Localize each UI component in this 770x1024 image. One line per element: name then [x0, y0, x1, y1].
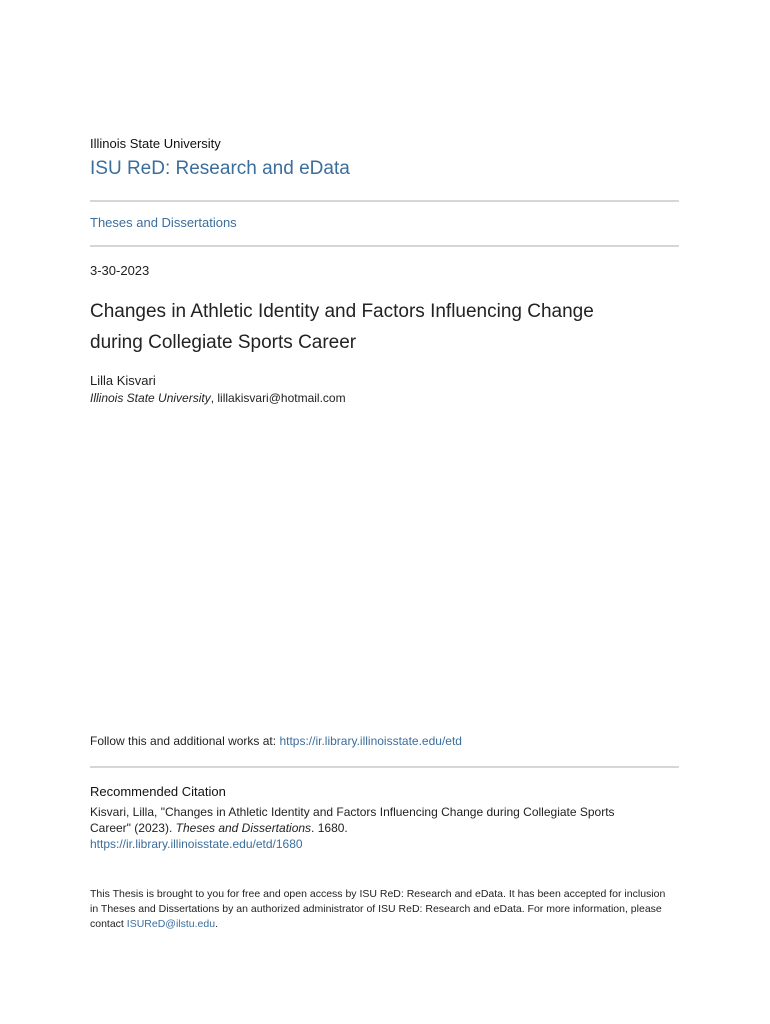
divider-series — [90, 245, 679, 247]
citation-text: Kisvari, Lilla, "Changes in Athletic Identity and Factors Influencing Change during Collegiate Sports Career" (2023). — [90, 805, 615, 835]
affiliation-name: Illinois State University — [90, 391, 211, 405]
author-name: Lilla Kisvari — [90, 373, 156, 388]
author-email: , lillakisvari@hotmail.com — [210, 391, 346, 405]
access-note-end: . — [215, 918, 218, 930]
paper-title — [90, 296, 680, 358]
citation-body — [90, 804, 650, 852]
contact-email-link[interactable]: ISUReD@ilstu.edu — [126, 918, 216, 930]
paper-title-line-1: Changes in Athletic Identity and Factors Influencing Change — [90, 301, 594, 322]
divider-citation — [90, 766, 679, 768]
access-note — [90, 887, 670, 932]
author-affiliation — [90, 391, 346, 405]
citation-series: Theses and Dissertations — [175, 821, 312, 835]
paper-title-line-2: during Collegiate Sports Career — [90, 332, 357, 353]
follow-url-link[interactable]: https://ir.library.illinoisstate.edu/etd — [279, 734, 462, 748]
citation-heading: Recommended Citation — [90, 784, 226, 799]
publication-date: 3-30-2023 — [90, 263, 150, 278]
follow-label: Follow this and additional works at: — [90, 734, 280, 748]
citation-url-link[interactable]: https://ir.library.illinoisstate.edu/etd/1680 — [90, 837, 303, 851]
repository-link[interactable]: ISU ReD: Research and eData — [90, 158, 350, 179]
follow-line — [90, 734, 462, 748]
citation-number: . 1680. — [311, 821, 348, 835]
institution-name: Illinois State University — [90, 136, 221, 151]
access-note-text: This Thesis is brought to you for free and open access by ISU ReD: Research and eData. It has been accepted for inclusion in Theses and Dissertations by an authorized administrator of ISU ReD: Research and eData. For more information, please contact — [90, 888, 666, 930]
series-link[interactable]: Theses and Dissertations — [90, 215, 237, 230]
divider-top — [90, 200, 679, 202]
